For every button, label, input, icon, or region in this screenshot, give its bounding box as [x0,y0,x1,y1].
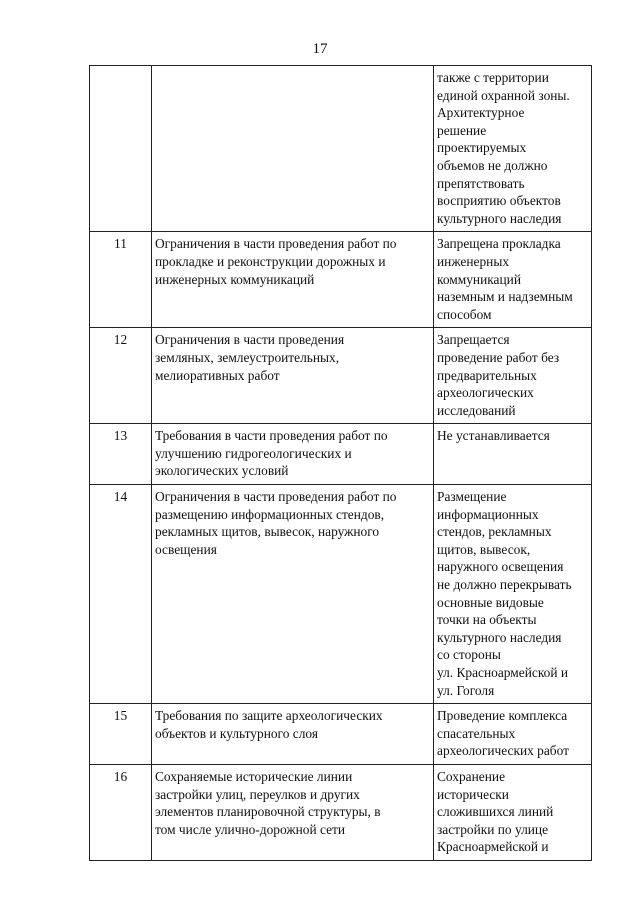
details-text-line: археологических [437,385,534,401]
requirement-text-line: том числе улично-дорожной сети [155,821,346,837]
requirement-cell [152,704,434,765]
details-text-line: не должно перекрывать [437,577,572,593]
details-cell [434,424,592,485]
details-text-line: объемов не должно [437,157,548,173]
row-number: 13 [113,428,128,444]
requirement-text-line: освещения [155,541,217,557]
details-text-line: Проведение комплекса [437,708,568,724]
requirement-text-line: прокладке и реконструкции дорожных и [155,253,386,269]
requirement-text-line: Требования в части проведения работ по [155,428,388,444]
requirement-text-line: застройки улиц, переулков и других [155,786,360,802]
details-text-line: способом [437,306,492,322]
details-text-line: Красноармейской и [437,839,549,855]
requirement-text-line: земляных, землеустроительных, [155,349,340,365]
restrictions-table [89,65,592,861]
requirement-text-line: рекламных щитов, вывесок, наружного [155,524,380,540]
row-number-cell [90,66,152,232]
requirement-cell [152,66,434,232]
requirement-text-line: Сохраняемые исторические линии [155,768,353,784]
table-body [90,66,592,861]
details-text-line: стендов, рекламных [437,524,552,540]
details-text-line: ул. Гоголя [437,682,495,698]
details-text-line: щитов, вывесок, [437,541,531,557]
details-cell [434,485,592,704]
requirement-cell [152,328,434,424]
details-text-line: коммуникаций [437,271,521,287]
requirement-cell [152,232,434,328]
details-text-line: культурного наследия [437,629,562,645]
details-text-line: предварительных [437,367,537,383]
requirement-text-line: Ограничения в части проведения работ по [155,489,397,505]
requirement-text-line: Ограничения в части проведения работ по [155,236,397,252]
details-text-line: Размещение [437,489,507,505]
row-number: 11 [114,236,127,252]
requirement-text-line: размещению информационных стендов, [155,506,385,522]
details-text-line: исторически [437,786,509,802]
row-number-cell [90,485,152,704]
page-number: 17 [312,41,328,57]
details-text-line: исследований [437,402,516,418]
row-number: 15 [113,708,128,724]
row-number-cell [90,328,152,424]
requirement-text-line: мелиоративных работ [155,367,280,383]
table-row [90,485,592,704]
requirement-text-line: инженерных коммуникаций [155,271,315,287]
details-text-line: Запрещается [437,332,510,348]
table-row [90,704,592,765]
details-text-line: ул. Красноармейской и [437,665,569,680]
details-text-line: также с территории [437,70,549,85]
details-text-line: спасательных [437,725,516,741]
details-text-line: застройки по улице [437,821,549,837]
requirement-cell [152,424,434,485]
requirement-text-line: улучшению гидрогеологических и [155,445,352,461]
details-text-line: проектируемых [437,140,527,156]
details-cell [434,328,592,424]
details-text-line: культурного наследия [437,210,562,226]
details-text-line: Не устанавливается [437,428,550,444]
requirement-cell [152,485,434,704]
details-text-line: Сохранение [437,768,506,784]
details-text-line: единой охранной зоны. [437,87,570,103]
details-text-line: решение [437,122,487,138]
details-cell [434,66,592,232]
details-text-line: точки на объекты [437,612,537,628]
table-row [90,424,592,485]
details-text-line: восприятию объектов [437,193,561,209]
row-number-cell [90,704,152,765]
row-number: 16 [113,768,128,784]
details-text-line: Запрещена прокладка [437,236,561,252]
details-text-line: наземным и надземным [437,289,573,305]
details-text-line: наружного освещения [437,559,564,575]
details-text-line: Архитектурное [437,105,525,121]
details-text-line: информационных [437,506,539,522]
details-text-line: сложившихся линий [437,804,554,820]
requirement-text-line: объектов и культурного слоя [155,725,318,741]
table-row [90,66,592,232]
details-cell [434,232,592,328]
details-text-line: основные видовые [437,594,544,610]
table-row [90,764,592,860]
details-text-line: инженерных [437,253,510,269]
details-text-line: проведение работ без [437,349,560,365]
table-row [90,232,592,328]
row-number-cell [90,232,152,328]
details-text-line: археологических работ [437,743,569,759]
requirement-cell [152,764,434,860]
row-number: 14 [113,489,128,505]
row-number-cell [90,424,152,485]
details-text-line: препятствовать [437,175,525,191]
row-number-cell [90,764,152,860]
details-cell [434,704,592,765]
details-cell [434,764,592,860]
table-row [90,328,592,424]
requirement-text-line: экологических условий [155,463,289,479]
requirement-text-line: Требования по защите археологических [155,708,383,724]
row-number: 12 [113,332,128,348]
requirement-text-line: элементов планировочной структуры, в [155,804,381,820]
details-text-line: со стороны [437,647,501,663]
requirement-text-line: Ограничения в части проведения [155,332,345,348]
